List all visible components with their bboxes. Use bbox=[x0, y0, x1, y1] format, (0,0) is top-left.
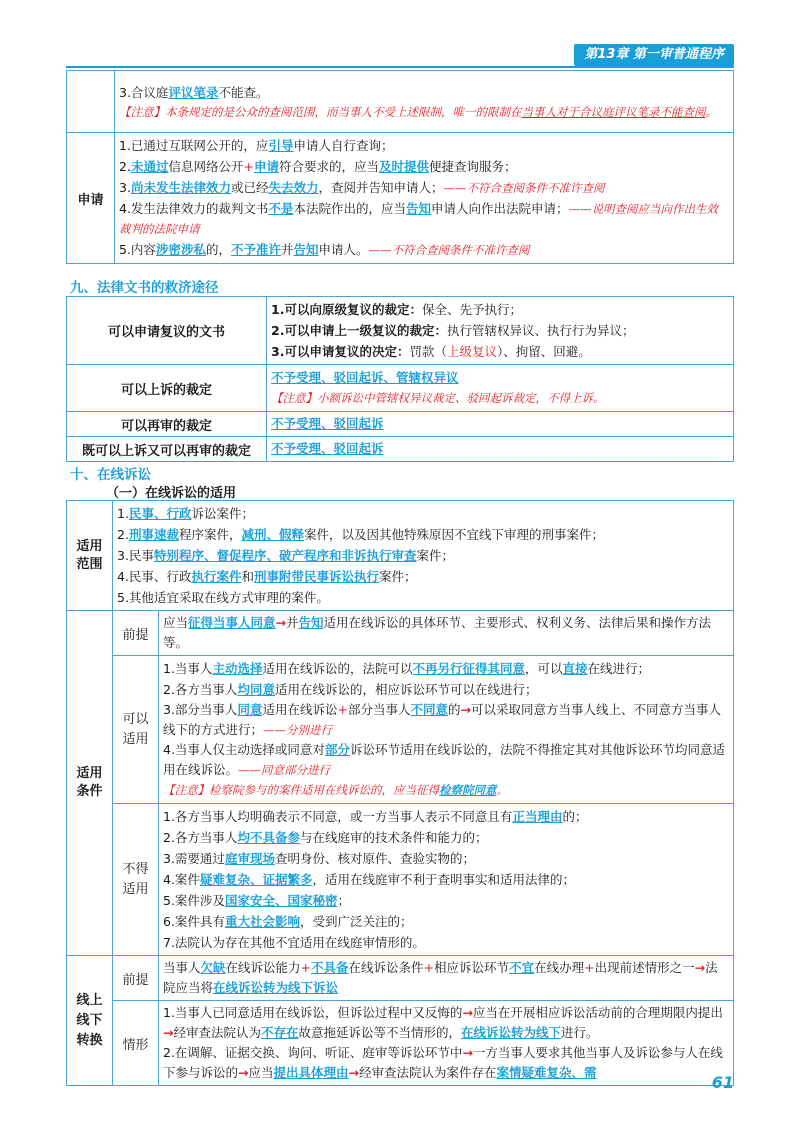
row-label-apply: 申请 bbox=[67, 133, 115, 264]
cond-premise-cell: 应当征得当事人同意→并告知适用在线诉讼的具体环节、主要形式、权利义务、法律后果和操作方法等。 bbox=[159, 611, 734, 656]
access-row-deliberation: 3.合议庭评议笔录不能查。 【注意】本条规定的是公众的查阅范围，而当事人不受上述限制，唯一的限制在当事人对于合议庭评议笔录不能查阅。 bbox=[115, 71, 734, 133]
row-label-conditions: 适用条件 bbox=[67, 611, 113, 956]
offline-label-case: 情形 bbox=[113, 1001, 159, 1086]
row-label-scope: 适用范围 bbox=[67, 501, 113, 611]
apply-line-1: 1.已通过互联网公开的，应引导申请人自行查询； bbox=[119, 138, 394, 153]
remedy-review-cell: 1.可以向原级复议的裁定：保全、先予执行； 2.可以申请上一级复议的裁定：执行管辖权异议、执行行为异议； 3.可以申请复议的决定：罚款（上级复议）、拘留、回避。 bbox=[267, 297, 734, 365]
section-10-subtitle: （一）在线诉讼的适用 bbox=[106, 486, 237, 501]
remedy-table bbox=[66, 296, 734, 462]
apply-line-2: 2.未通过信息网络公开+申请符合要求的，应当及时提供便捷查询服务； bbox=[119, 159, 517, 174]
remedy-label-both: 既可以上诉又可以再审的裁定 bbox=[67, 437, 267, 462]
apply-line-5: 5.内容涉密涉私的，不予准许并告知申请人。——不符合查阅条件不准许查阅 bbox=[119, 242, 530, 257]
page-number: 61 bbox=[711, 1073, 734, 1092]
section-9-title: 九、法律文书的救济途径 bbox=[70, 280, 219, 296]
offline-case-cell: 1.当事人已同意适用在线诉讼，但诉讼过程中又反悔的→应当在开展相应诉讼活动前的合理期限内提出→经审查法院认为不存在故意拖延诉讼等不当情形的，在线诉讼转为线下进行。 2.在调解、证据交换、询问、听证、庭审等诉讼环节中→一方当事人要求其他当事人及诉讼参与人在线下参与诉讼的→应当提出具体理由→经审查法院认为案件存在案情疑难复杂、需 bbox=[159, 1001, 734, 1086]
note: 【注意】小额诉讼中管辖权异议裁定、驳回起诉裁定，不得上诉。 bbox=[271, 391, 605, 405]
offline-label-premise: 前提 bbox=[113, 956, 159, 1001]
section-10-title: 十、在线诉讼 bbox=[70, 467, 151, 483]
header-rule bbox=[66, 66, 734, 68]
note: 【注意】本条规定的是公众的查阅范围，而当事人不受上述限制，唯一的限制在当事人对于合议庭评议笔录不能查阅。 bbox=[119, 104, 717, 119]
remedy-label-appeal: 可以上诉的裁定 bbox=[67, 365, 267, 412]
cond-cannot-cell: 1.各方当事人均明确表示不同意，或一方当事人表示不同意且有正当理由的； 2.各方当事人均不具备参与在线庭审的技术条件和能力的； 3.需要通过庭审现场查明身份、核对原件、查验实物的； 4.案件疑难复杂、证据繁多，适用在线庭审不利于查明事实和适用法律的； 5.案件涉及国家安全、国家秘密； 6.案件具有重大社会影响，受到广泛关注的； 7.法院认为存在其他不宜适用在线庭审情形的。 bbox=[159, 804, 734, 956]
remedy-label-retrial: 可以再审的裁定 bbox=[67, 412, 267, 437]
scope-cell: 1.民事、行政诉讼案件； 2.刑事速裁程序案件，减刑、假释案件，以及因其他特殊原因不宜线下审理的刑事案件； 3.民事特别程序、督促程序、破产程序和非诉执行审查案件； 4.民事、行政执行案件和刑事附带民事诉讼执行案件； 5.其他适宜采取在线方式审理的案件。 bbox=[113, 501, 734, 611]
chapter-tab: 第13章 第一审普通程序 bbox=[574, 44, 734, 66]
apply-line-4: 4.发生法律效力的裁判文书不是本法院作出的，应当告知申请人向作出法院申请；——说明查阅应当向作出生效裁判的法院申请 bbox=[119, 201, 718, 236]
cond-label-cannot: 不得适用 bbox=[113, 804, 159, 956]
hl-text: 评议笔录 bbox=[168, 84, 219, 100]
access-table bbox=[66, 70, 734, 264]
remedy-retrial-cell: 不予受理、驳回起诉 bbox=[267, 412, 734, 437]
remedy-both-cell: 不予受理、驳回起诉 bbox=[267, 437, 734, 462]
offline-premise-cell: 当事人欠缺在线诉讼能力+不具备在线诉讼条件+相应诉讼环节不宜在线办理+出现前述情形之一→法院应当将在线诉讼转为线下诉讼 bbox=[159, 956, 734, 1001]
apply-cell bbox=[115, 133, 734, 264]
remedy-label-review: 可以申请复议的文书 bbox=[67, 297, 267, 365]
note: 【注意】检察院参与的案件适用在线诉讼的，应当征得检察院同意。 bbox=[163, 783, 508, 797]
access-label-empty bbox=[67, 71, 115, 133]
remedy-appeal-cell: 不予受理、驳回起诉、管辖权异议 【注意】小额诉讼中管辖权异议裁定、驳回起诉裁定，不得上诉。 bbox=[267, 365, 734, 412]
online-litigation-table bbox=[66, 500, 734, 1086]
apply-line-3: 3.尚未发生法律效力或已经失去效力，查阅并告知申请人；——不符合查阅条件不准许查阅 bbox=[119, 180, 605, 195]
cond-label-premise: 前提 bbox=[113, 611, 159, 656]
row-label-offline: 线上线下转换 bbox=[67, 956, 113, 1086]
cond-can-cell: 1.当事人主动选择适用在线诉讼的，法院可以不再另行征得其同意，可以直接在线进行； 2.各方当事人均同意适用在线诉讼的，相应诉讼环节可以在线进行； 3.部分当事人同意适用在线诉讼+部分当事人不同意的→可以采取同意方当事人线上、不同意方当事人线下的方式进行；——分别进行 4.当事人仅主动选择或同意对部分诉讼环节适用在线诉讼的，法院不得推定其对其他诉讼环节均同意适用在线诉讼。——同意部分进行 【注意】检察院参与的案件适用在线诉讼的，应当征得检察院同意。 bbox=[159, 656, 734, 804]
cond-label-can: 可以适用 bbox=[113, 656, 159, 804]
